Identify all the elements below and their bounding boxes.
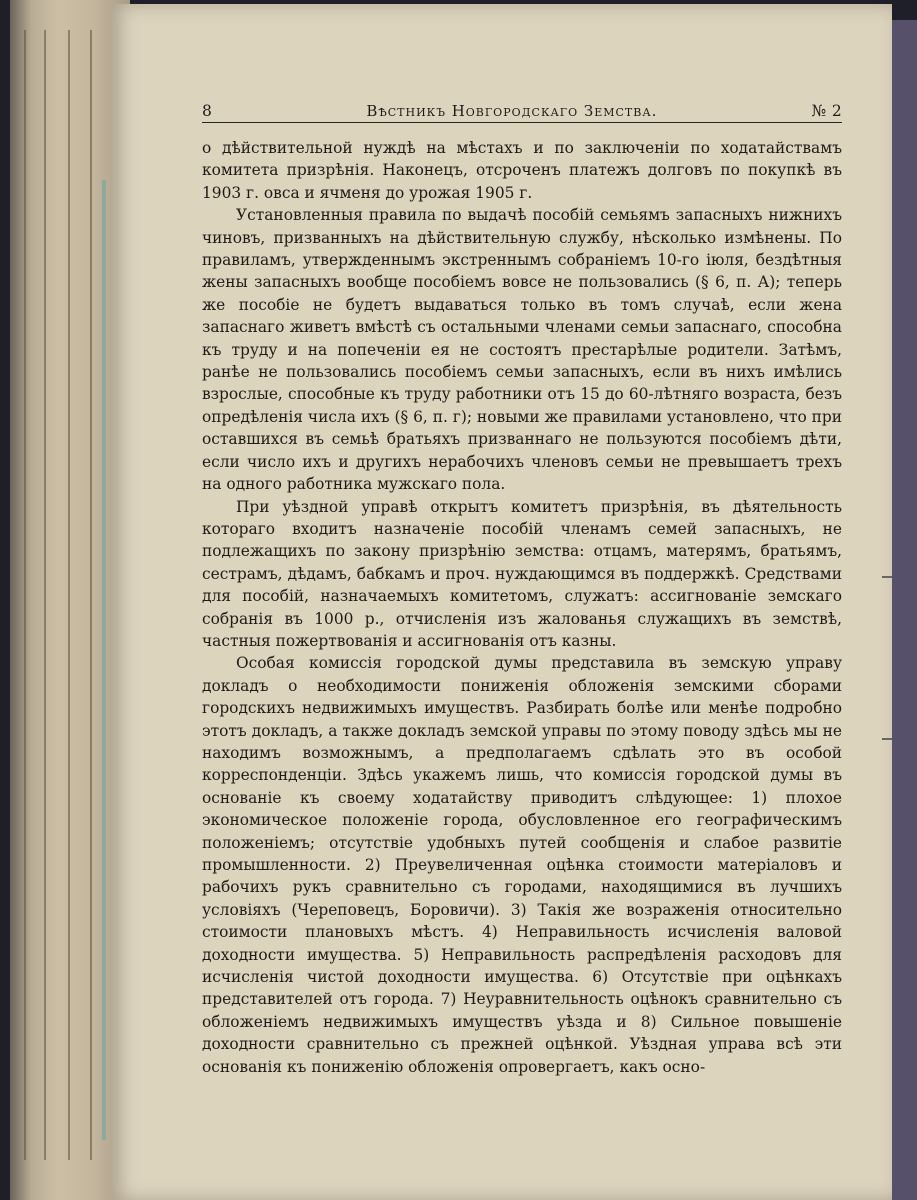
page-fold-mark — [882, 576, 892, 578]
page-edge-tint — [102, 180, 106, 1140]
paragraph: При уѣздной управѣ открытъ комитетъ призрѣнія, въ дѣятельность котораго входитъ назначеніе пособій членамъ семей запасныхъ, не подлежащихъ по закону призрѣнію земства: отцамъ, матерямъ, братьямъ, сестрамъ, дѣдамъ, бабкамъ и проч. нуждающимся въ поддержкѣ. Средствами для пособій, назначаемыхъ комитетомъ, служатъ: ассигнованіе земскаго собранія въ 1000 р., отчисленія изъ жалованья служащихъ въ земствѣ, частныя пожертвованія и ассигнованія отъ казны. — [202, 497, 842, 650]
page-edge-line — [90, 30, 92, 1160]
paragraph: о дѣйствительной нуждѣ на мѣстахъ и по заключеніи по ходатайствамъ комитета призрѣнія. Наконецъ, отсроченъ платежъ долговъ по покупкѣ въ 1903 г. овса и ячменя до урожая 1905 г. — [202, 139, 842, 202]
page-edge-line — [44, 30, 46, 1160]
page-edge-line — [24, 30, 26, 1160]
issue-number: № 2 — [811, 102, 842, 120]
page-content — [202, 102, 842, 1078]
page-edge-line — [68, 30, 70, 1160]
article-body — [202, 137, 842, 1078]
page — [112, 4, 892, 1200]
page-fold-mark — [882, 738, 892, 740]
paragraph: Особая комиссія городской думы представила въ земскую управу докладъ о необходимости пониженія обложенія земскими сборами городскихъ недвижимыхъ имуществъ. Разбирать болѣе или менѣе подробно этотъ докладъ, а также докладъ земской управы по этому поводу здѣсь мы не находимъ возможнымъ, а предполагаемъ сдѣлать это въ особой корреспонденціи. Здѣсь укажемъ лишь, что комиссія городской думы въ основаніе къ своему ходатайству приводитъ слѣдующее: 1) плохое экономическое положеніе города, обусловленное его географическимъ положеніемъ; отсутствіе удобныхъ путей сообщенія и слабое развитіе промышленности. 2) Преувеличенная оцѣнка стоимости матеріаловъ и рабочихъ рукъ сравнительно съ городами, находящимися въ лучшихъ условіяхъ (Череповецъ, Боровичи). 3) Такія же возраженія относительно стоимости плановыхъ мѣстъ. 4) Неправильность исчисленія валовой доходности имущества. 5) Неправильность распредѣленія расходовъ для исчисленія чистой доходности имущества. 6) Отсутствіе при оцѣнкахъ представителей отъ города. 7) Неуравнительность оцѣнокъ сравнительно съ обложеніемъ недвижимыхъ имуществъ уѣзда и 8) Сильное повышеніе доходности сравнительно съ прежней оцѣнкой. Уѣздная управа всѣ эти основанія къ пониженію обложенія опровергаетъ, какъ осно- — [202, 654, 842, 1076]
paragraph: Установленныя правила по выдачѣ пособій семьямъ запасныхъ нижнихъ чиновъ, призванныхъ на дѣйствительную службу, нѣсколько измѣнены. По правиламъ, утвержденнымъ экстреннымъ собраніемъ 10-го іюля, бездѣтныя жены запасныхъ вообще пособіемъ вовсе не пользовались (§ 6, п. А); теперь же пособіе не будетъ выдаваться только въ томъ случаѣ, если жена запаснаго живетъ вмѣстѣ съ остальными членами семьи запаснаго, способна къ труду и на попеченіи ея не состоятъ престарѣлые родители. Затѣмъ, ранѣе не пользовались пособіемъ семьи запасныхъ, если въ нихъ имѣлись взрослые, способные къ труду работники отъ 15 до 60-лѣтняго возраста, безъ опредѣленія числа ихъ (§ 6, п. г); новыми же правилами установлено, что при оставшихся въ семьѣ братьяхъ призваннаго не пользуются пособіемъ дѣти, если число ихъ и другихъ нерабочихъ членовъ семьи не превышаетъ трехъ на одного работника мужскаго пола. — [202, 206, 842, 494]
journal-title: Вѣстникъ Новгородскаго Земства. — [366, 102, 658, 120]
running-header — [202, 102, 842, 123]
page-number: 8 — [202, 102, 213, 120]
